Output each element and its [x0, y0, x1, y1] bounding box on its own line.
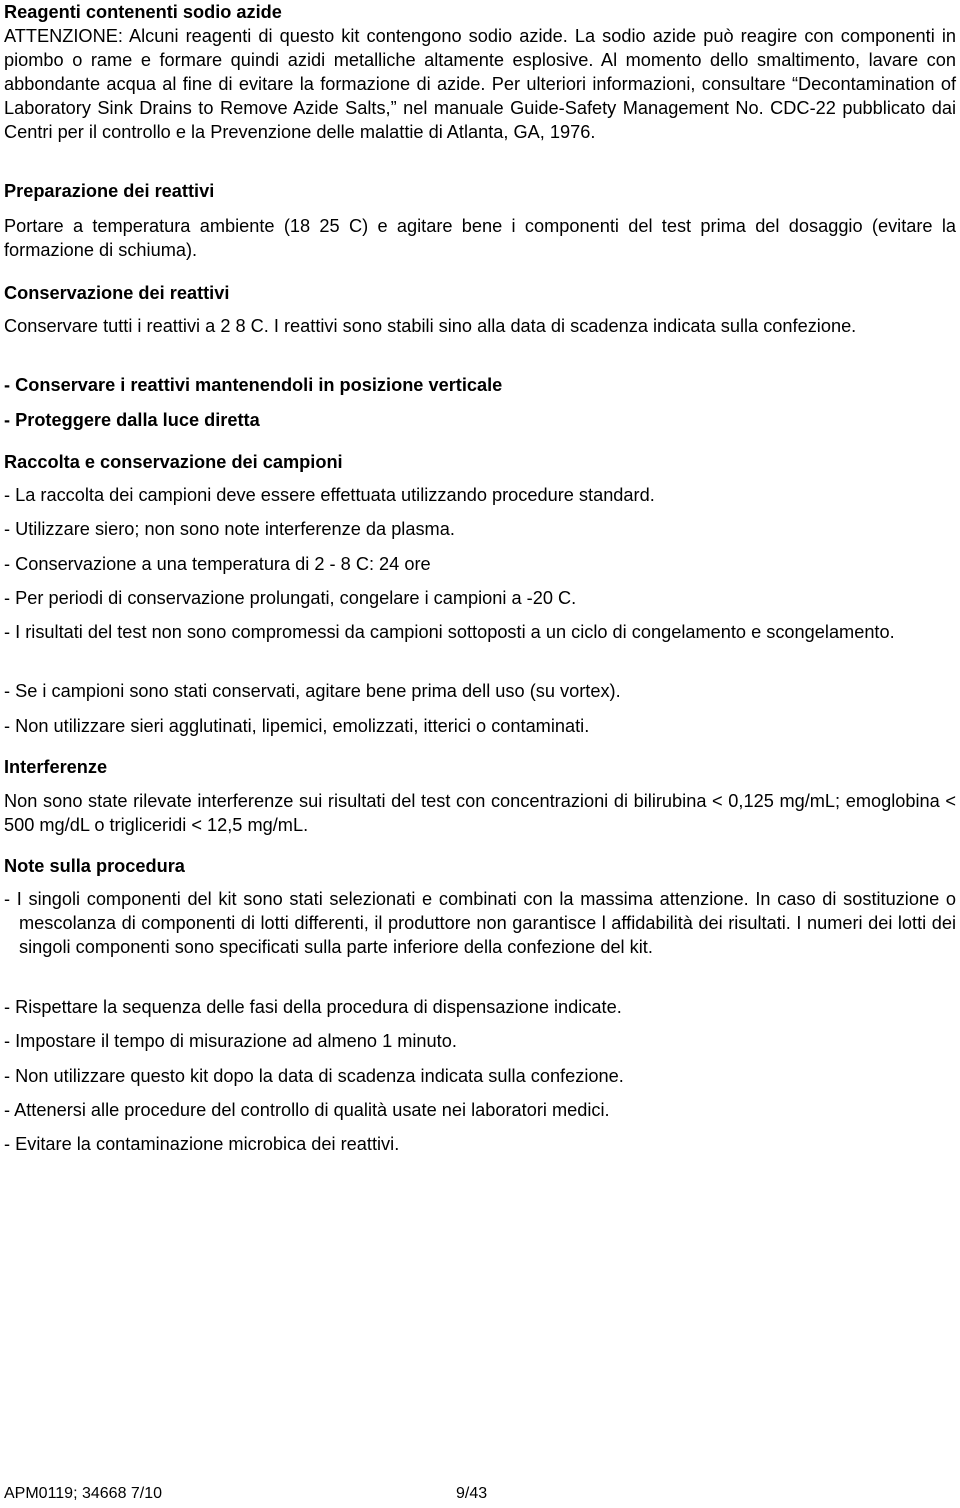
document-code: APM0119; 34668 7/10 — [4, 1485, 163, 1502]
list-item: - Per periodi di conservazione prolungati, congelare i campioni a -20 C. — [4, 588, 577, 608]
interference-text: Non sono state rilevate interferenze sui risultati del test con concentrazioni di bilirubina < 0,125 mg/mL; emoglobina < 500 mg/dL o trigliceridi < 12,5 mg/mL. — [4, 791, 956, 835]
sodium-azide-title: Reagenti contenenti sodio azide — [4, 2, 282, 22]
procedure-item-5 — [4, 1098, 956, 1122]
storage-body — [4, 314, 956, 338]
list-item: - Evitare la contaminazione microbica dei reattivi. — [4, 1134, 400, 1154]
list-item: - Conservazione a una temperatura di 2 - 8 C: 24 ore — [4, 554, 431, 574]
samples-section — [4, 450, 956, 474]
page-number: 9/43 — [456, 1485, 488, 1502]
procedure-item-6 — [4, 1132, 956, 1156]
sodium-azide-paragraph — [4, 24, 956, 144]
interference-title: Interferenze — [4, 757, 108, 777]
storage-note-vertical — [4, 373, 956, 397]
list-item: - Utilizzare siero; non sono note interferenze da plasma. — [4, 519, 455, 539]
procedure-item-1 — [4, 887, 956, 959]
preparation-title: Preparazione dei reattivi — [4, 181, 215, 201]
preparation-body — [4, 214, 956, 262]
samples-item-2 — [4, 517, 956, 541]
list-item: - Impostare il tempo di misurazione ad almeno 1 minuto. — [4, 1031, 457, 1051]
list-item: - Attenersi alle procedure del controllo di qualità usate nei laboratori medici. — [4, 1100, 610, 1120]
list-item: - Rispettare la sequenza delle fasi della procedura di dispensazione indicate. — [4, 997, 622, 1017]
storage-note-1: - Conservare i reattivi mantenendoli in posizione verticale — [4, 375, 503, 395]
sodium-azide-text: Alcuni reagenti di questo kit contengono sodio azide. La sodio azide può reagire con componenti in piombo o rame e formare quindi azidi metalliche altamente esplosive. Al momento dello smaltimento, lavare con abbondante acqua al fine di evitare la formazione di azide. Per ulteriori informazioni, consultare “Decontamination of Laboratory Sink Drains to Remove Azide Salts,” nel manuale Guide-Safety Management No. CDC-22 pubblicato dai Centri per il controllo e la Prevenzione delle malattie di Atlanta, GA, 1976. — [4, 26, 956, 142]
preparation-section — [4, 179, 956, 203]
samples-title: Raccolta e conservazione dei campioni — [4, 452, 343, 472]
list-item: - I singoli componenti del kit sono stati selezionati e combinati con la massima attenzione. In caso di sostituzione o mescolanza di componenti di lotti differenti, il produttore non garantisce l affidabilità dei risultati. I numeri dei lotti dei singoli componenti sono specificati sulla parte inferiore della confezione del kit. — [4, 889, 956, 957]
warning-label: ATTENZIONE: — [4, 26, 123, 46]
samples-item-3 — [4, 552, 956, 576]
preparation-text: Portare a temperatura ambiente (18 25 C) e agitare bene i componenti del test prima del dosaggio (evitare la formazione di schiuma). — [4, 216, 956, 260]
sodium-azide-section — [4, 0, 956, 144]
procedure-notes-title: Note sulla procedura — [4, 856, 185, 876]
list-item: - La raccolta dei campioni deve essere effettuata utilizzando procedure standard. — [4, 485, 655, 505]
samples-item-1 — [4, 483, 956, 507]
list-item: - Non utilizzare questo kit dopo la data di scadenza indicata sulla confezione. — [4, 1066, 624, 1086]
samples-item-4 — [4, 586, 956, 610]
interference-section — [4, 755, 956, 779]
samples-item-7 — [4, 714, 956, 738]
list-item: - I risultati del test non sono compromessi da campioni sottoposti a un ciclo di congelamento e scongelamento. — [4, 622, 895, 642]
samples-item-5 — [4, 620, 956, 644]
list-item: - Non utilizzare sieri agglutinati, lipemici, emolizzati, itterici o contaminati. — [4, 716, 590, 736]
storage-note-2: - Proteggere dalla luce diretta — [4, 410, 260, 430]
procedure-notes-section — [4, 854, 956, 878]
samples-item-6 — [4, 679, 956, 703]
list-item: - Se i campioni sono stati conservati, agitare bene prima dell uso (su vortex). — [4, 681, 621, 701]
procedure-item-3 — [4, 1029, 956, 1053]
interference-body — [4, 789, 956, 837]
procedure-item-2 — [4, 995, 956, 1019]
procedure-item-4 — [4, 1064, 956, 1088]
storage-note-light — [4, 408, 956, 432]
storage-title: Conservazione dei reattivi — [4, 283, 230, 303]
storage-section — [4, 281, 956, 305]
storage-text: Conservare tutti i reattivi a 2 8 C. I reattivi sono stabili sino alla data di scadenza indicata sulla confezione. — [4, 316, 857, 336]
